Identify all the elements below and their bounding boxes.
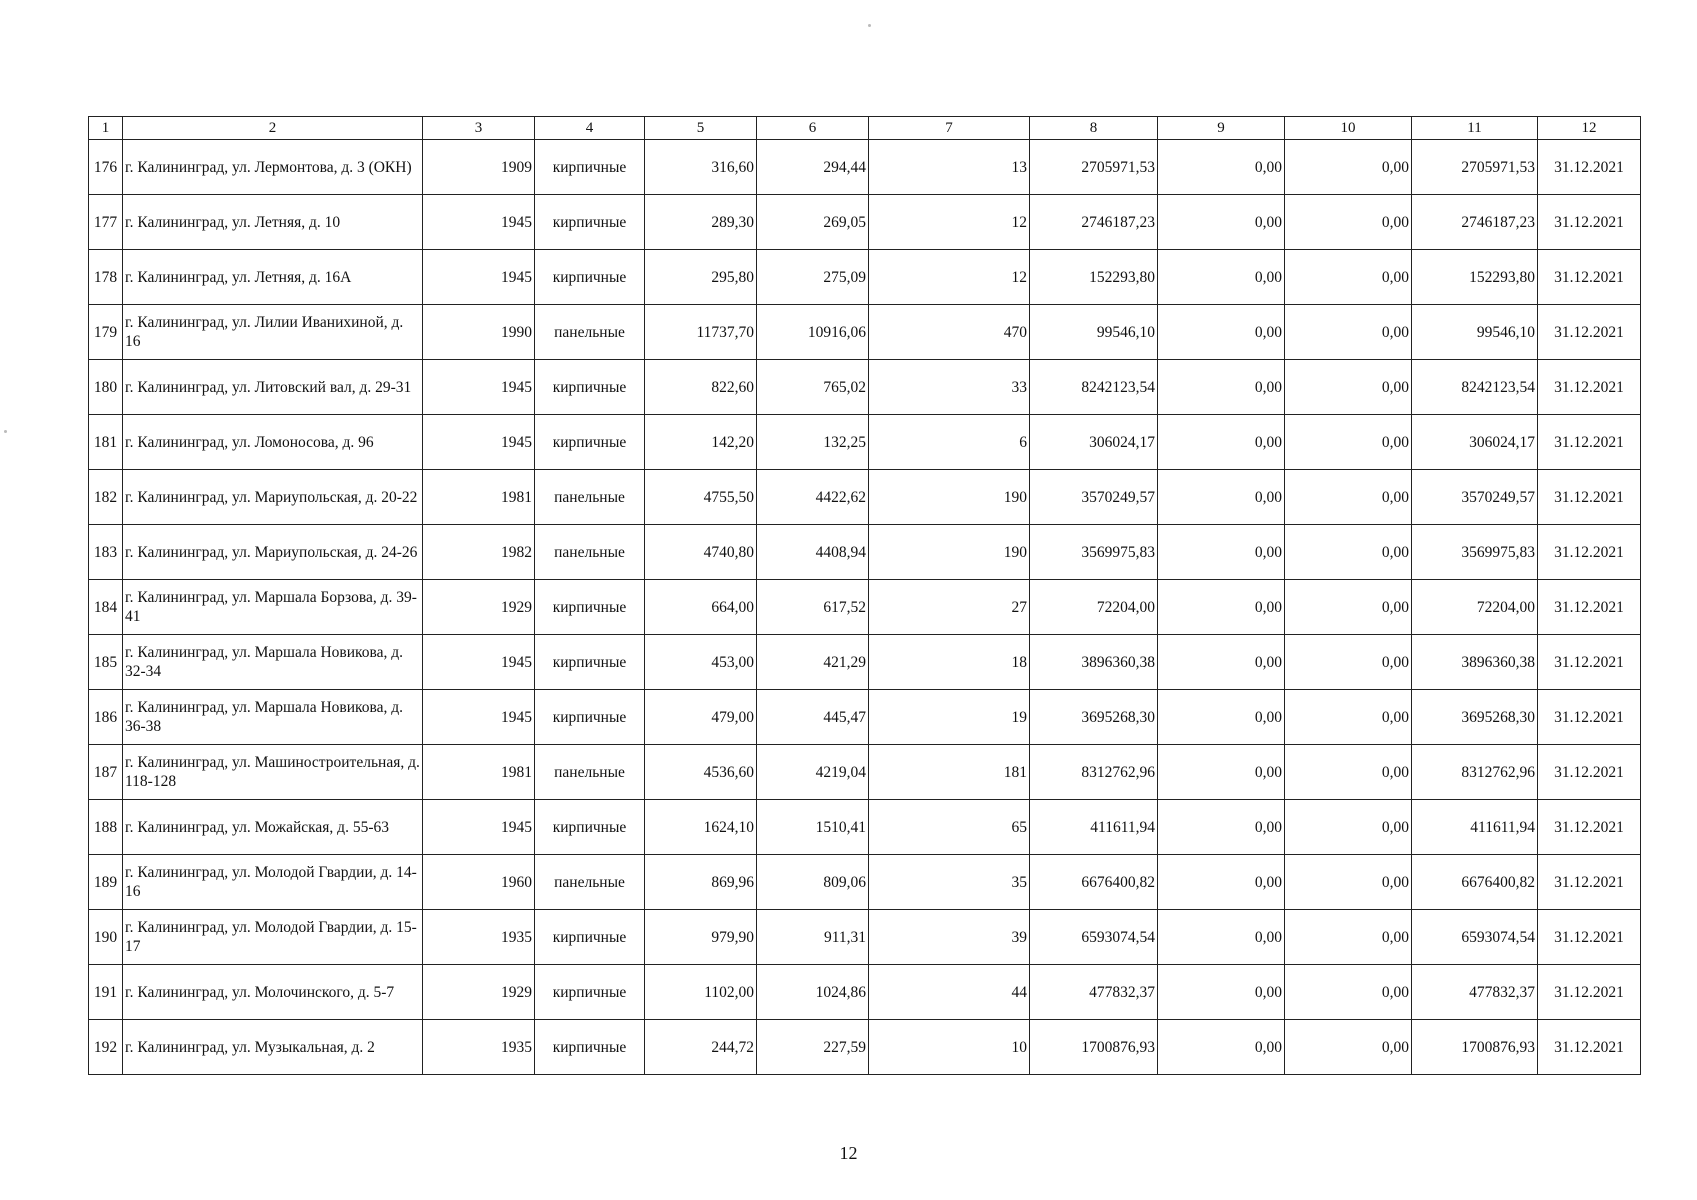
- row-number-cell: 185: [89, 635, 123, 690]
- address-cell: г. Калининград, ул. Летняя, д. 16А: [123, 250, 423, 305]
- column-10-cell: 0,00: [1285, 415, 1412, 470]
- column-number-header: 3: [423, 117, 535, 140]
- cost-cell: 3896360,38: [1030, 635, 1158, 690]
- total-cost-cell: 477832,37: [1412, 965, 1538, 1020]
- total-cost-cell: 3569975,83: [1412, 525, 1538, 580]
- row-number-cell: 191: [89, 965, 123, 1020]
- table-row: [89, 800, 1641, 855]
- table-row: [89, 140, 1641, 195]
- column-10-cell: 0,00: [1285, 1020, 1412, 1075]
- deadline-date-cell: 31.12.2021: [1538, 1020, 1641, 1075]
- wall-material-cell: кирпичные: [535, 690, 645, 745]
- column-9-cell: 0,00: [1158, 635, 1285, 690]
- column-9-cell: 0,00: [1158, 745, 1285, 800]
- year-built-cell: 1981: [423, 745, 535, 800]
- residents-count-cell: 190: [869, 470, 1030, 525]
- row-number-cell: 186: [89, 690, 123, 745]
- table-row: [89, 635, 1641, 690]
- deadline-date-cell: 31.12.2021: [1538, 195, 1641, 250]
- column-10-cell: 0,00: [1285, 910, 1412, 965]
- year-built-cell: 1981: [423, 470, 535, 525]
- row-number-cell: 188: [89, 800, 123, 855]
- wall-material-cell: панельные: [535, 470, 645, 525]
- living-area-cell: 227,59: [757, 1020, 869, 1075]
- total-area-cell: 4740,80: [645, 525, 757, 580]
- total-cost-cell: 306024,17: [1412, 415, 1538, 470]
- total-area-cell: 295,80: [645, 250, 757, 305]
- column-10-cell: 0,00: [1285, 525, 1412, 580]
- row-number-cell: 187: [89, 745, 123, 800]
- year-built-cell: 1935: [423, 1020, 535, 1075]
- cost-cell: 6593074,54: [1030, 910, 1158, 965]
- cost-cell: 2746187,23: [1030, 195, 1158, 250]
- total-cost-cell: 6676400,82: [1412, 855, 1538, 910]
- cost-cell: 411611,94: [1030, 800, 1158, 855]
- deadline-date-cell: 31.12.2021: [1538, 470, 1641, 525]
- total-cost-cell: 1700876,93: [1412, 1020, 1538, 1075]
- residents-count-cell: 39: [869, 910, 1030, 965]
- living-area-cell: 269,05: [757, 195, 869, 250]
- address-cell: г. Калининград, ул. Летняя, д. 10: [123, 195, 423, 250]
- year-built-cell: 1945: [423, 415, 535, 470]
- column-10-cell: 0,00: [1285, 195, 1412, 250]
- table-row: [89, 525, 1641, 580]
- row-number-cell: 177: [89, 195, 123, 250]
- total-cost-cell: 152293,80: [1412, 250, 1538, 305]
- wall-material-cell: кирпичные: [535, 800, 645, 855]
- cost-cell: 8312762,96: [1030, 745, 1158, 800]
- column-9-cell: 0,00: [1158, 415, 1285, 470]
- deadline-date-cell: 31.12.2021: [1538, 965, 1641, 1020]
- deadline-date-cell: 31.12.2021: [1538, 415, 1641, 470]
- deadline-date-cell: 31.12.2021: [1538, 525, 1641, 580]
- address-cell: г. Калининград, ул. Молодой Гвардии, д. 15-17: [123, 910, 423, 965]
- cost-cell: 99546,10: [1030, 305, 1158, 360]
- total-area-cell: 869,96: [645, 855, 757, 910]
- column-10-cell: 0,00: [1285, 855, 1412, 910]
- deadline-date-cell: 31.12.2021: [1538, 250, 1641, 305]
- address-cell: г. Калининград, ул. Можайская, д. 55-63: [123, 800, 423, 855]
- wall-material-cell: панельные: [535, 745, 645, 800]
- total-cost-cell: 72204,00: [1412, 580, 1538, 635]
- column-number-header: 8: [1030, 117, 1158, 140]
- address-cell: г. Калининград, ул. Маршала Борзова, д. 39-41: [123, 580, 423, 635]
- deadline-date-cell: 31.12.2021: [1538, 855, 1641, 910]
- living-area-cell: 294,44: [757, 140, 869, 195]
- living-area-cell: 445,47: [757, 690, 869, 745]
- address-cell: г. Калининград, ул. Ломоносова, д. 96: [123, 415, 423, 470]
- year-built-cell: 1982: [423, 525, 535, 580]
- address-cell: г. Калининград, ул. Маршала Новикова, д. 32-34: [123, 635, 423, 690]
- wall-material-cell: кирпичные: [535, 250, 645, 305]
- address-cell: г. Калининград, ул. Молодой Гвардии, д. 14-16: [123, 855, 423, 910]
- total-cost-cell: 8242123,54: [1412, 360, 1538, 415]
- deadline-date-cell: 31.12.2021: [1538, 910, 1641, 965]
- address-cell: г. Калининград, ул. Мариупольская, д. 20-22: [123, 470, 423, 525]
- living-area-cell: 275,09: [757, 250, 869, 305]
- wall-material-cell: кирпичные: [535, 140, 645, 195]
- living-area-cell: 132,25: [757, 415, 869, 470]
- total-area-cell: 664,00: [645, 580, 757, 635]
- deadline-date-cell: 31.12.2021: [1538, 690, 1641, 745]
- table-row: [89, 305, 1641, 360]
- year-built-cell: 1945: [423, 250, 535, 305]
- table-row: [89, 855, 1641, 910]
- address-cell: г. Калининград, ул. Лилии Иванихиной, д. 16: [123, 305, 423, 360]
- living-area-cell: 1510,41: [757, 800, 869, 855]
- column-9-cell: 0,00: [1158, 690, 1285, 745]
- column-number-header: 5: [645, 117, 757, 140]
- total-cost-cell: 8312762,96: [1412, 745, 1538, 800]
- column-9-cell: 0,00: [1158, 195, 1285, 250]
- total-area-cell: 479,00: [645, 690, 757, 745]
- living-area-cell: 10916,06: [757, 305, 869, 360]
- year-built-cell: 1929: [423, 580, 535, 635]
- wall-material-cell: кирпичные: [535, 360, 645, 415]
- total-area-cell: 1624,10: [645, 800, 757, 855]
- wall-material-cell: кирпичные: [535, 965, 645, 1020]
- cost-cell: 2705971,53: [1030, 140, 1158, 195]
- column-number-header: 1: [89, 117, 123, 140]
- column-number-header: 10: [1285, 117, 1412, 140]
- row-number-cell: 183: [89, 525, 123, 580]
- total-cost-cell: 3695268,30: [1412, 690, 1538, 745]
- address-cell: г. Калининград, ул. Литовский вал, д. 29-31: [123, 360, 423, 415]
- column-10-cell: 0,00: [1285, 580, 1412, 635]
- column-number-header: 6: [757, 117, 869, 140]
- table-row: [89, 360, 1641, 415]
- deadline-date-cell: 31.12.2021: [1538, 305, 1641, 360]
- year-built-cell: 1945: [423, 360, 535, 415]
- living-area-cell: 617,52: [757, 580, 869, 635]
- residents-count-cell: 33: [869, 360, 1030, 415]
- year-built-cell: 1945: [423, 690, 535, 745]
- cost-cell: 477832,37: [1030, 965, 1158, 1020]
- row-number-cell: 192: [89, 1020, 123, 1075]
- table-row: [89, 965, 1641, 1020]
- column-number-header: 4: [535, 117, 645, 140]
- living-area-cell: 765,02: [757, 360, 869, 415]
- row-number-cell: 179: [89, 305, 123, 360]
- residents-count-cell: 12: [869, 195, 1030, 250]
- column-10-cell: 0,00: [1285, 360, 1412, 415]
- row-number-cell: 182: [89, 470, 123, 525]
- residents-count-cell: 190: [869, 525, 1030, 580]
- address-cell: г. Калининград, ул. Маршала Новикова, д. 36-38: [123, 690, 423, 745]
- cost-cell: 72204,00: [1030, 580, 1158, 635]
- deadline-date-cell: 31.12.2021: [1538, 360, 1641, 415]
- deadline-date-cell: 31.12.2021: [1538, 580, 1641, 635]
- total-area-cell: 11737,70: [645, 305, 757, 360]
- year-built-cell: 1935: [423, 910, 535, 965]
- table-row: [89, 195, 1641, 250]
- residents-count-cell: 27: [869, 580, 1030, 635]
- residents-count-cell: 35: [869, 855, 1030, 910]
- residents-count-cell: 10: [869, 1020, 1030, 1075]
- residents-count-cell: 18: [869, 635, 1030, 690]
- housing-registry-table: [88, 116, 1641, 1075]
- column-10-cell: 0,00: [1285, 140, 1412, 195]
- column-9-cell: 0,00: [1158, 525, 1285, 580]
- column-number-header: 9: [1158, 117, 1285, 140]
- residents-count-cell: 181: [869, 745, 1030, 800]
- year-built-cell: 1929: [423, 965, 535, 1020]
- row-number-cell: 176: [89, 140, 123, 195]
- deadline-date-cell: 31.12.2021: [1538, 635, 1641, 690]
- wall-material-cell: панельные: [535, 305, 645, 360]
- cost-cell: 6676400,82: [1030, 855, 1158, 910]
- column-number-header: 7: [869, 117, 1030, 140]
- column-10-cell: 0,00: [1285, 965, 1412, 1020]
- residents-count-cell: 19: [869, 690, 1030, 745]
- deadline-date-cell: 31.12.2021: [1538, 140, 1641, 195]
- total-area-cell: 289,30: [645, 195, 757, 250]
- living-area-cell: 4219,04: [757, 745, 869, 800]
- table-row: [89, 745, 1641, 800]
- year-built-cell: 1945: [423, 635, 535, 690]
- column-9-cell: 0,00: [1158, 250, 1285, 305]
- column-9-cell: 0,00: [1158, 1020, 1285, 1075]
- row-number-cell: 180: [89, 360, 123, 415]
- row-number-cell: 178: [89, 250, 123, 305]
- column-9-cell: 0,00: [1158, 360, 1285, 415]
- wall-material-cell: кирпичные: [535, 910, 645, 965]
- table-body: [89, 140, 1641, 1075]
- cost-cell: 3695268,30: [1030, 690, 1158, 745]
- total-area-cell: 979,90: [645, 910, 757, 965]
- cost-cell: 3569975,83: [1030, 525, 1158, 580]
- wall-material-cell: кирпичные: [535, 635, 645, 690]
- total-area-cell: 316,60: [645, 140, 757, 195]
- column-9-cell: 0,00: [1158, 910, 1285, 965]
- table-row: [89, 470, 1641, 525]
- address-cell: г. Калининград, ул. Мариупольская, д. 24-26: [123, 525, 423, 580]
- scan-speck: [868, 24, 871, 27]
- total-cost-cell: 99546,10: [1412, 305, 1538, 360]
- wall-material-cell: кирпичные: [535, 195, 645, 250]
- total-area-cell: 453,00: [645, 635, 757, 690]
- living-area-cell: 4422,62: [757, 470, 869, 525]
- wall-material-cell: панельные: [535, 855, 645, 910]
- column-10-cell: 0,00: [1285, 470, 1412, 525]
- year-built-cell: 1945: [423, 800, 535, 855]
- year-built-cell: 1945: [423, 195, 535, 250]
- column-number-header: 11: [1412, 117, 1538, 140]
- cost-cell: 3570249,57: [1030, 470, 1158, 525]
- table-row: [89, 1020, 1641, 1075]
- cost-cell: 306024,17: [1030, 415, 1158, 470]
- total-area-cell: 4755,50: [645, 470, 757, 525]
- residents-count-cell: 13: [869, 140, 1030, 195]
- table-row: [89, 415, 1641, 470]
- residents-count-cell: 6: [869, 415, 1030, 470]
- scan-speck: [4, 430, 7, 433]
- year-built-cell: 1990: [423, 305, 535, 360]
- table-row: [89, 250, 1641, 305]
- residents-count-cell: 65: [869, 800, 1030, 855]
- address-cell: г. Калининград, ул. Молочинского, д. 5-7: [123, 965, 423, 1020]
- total-cost-cell: 2746187,23: [1412, 195, 1538, 250]
- address-cell: г. Калининград, ул. Лермонтова, д. 3 (ОКН): [123, 140, 423, 195]
- row-number-cell: 190: [89, 910, 123, 965]
- living-area-cell: 4408,94: [757, 525, 869, 580]
- year-built-cell: 1960: [423, 855, 535, 910]
- residents-count-cell: 12: [869, 250, 1030, 305]
- column-9-cell: 0,00: [1158, 470, 1285, 525]
- column-9-cell: 0,00: [1158, 800, 1285, 855]
- column-number-header-row: [89, 117, 1641, 140]
- total-area-cell: 822,60: [645, 360, 757, 415]
- total-cost-cell: 6593074,54: [1412, 910, 1538, 965]
- wall-material-cell: кирпичные: [535, 415, 645, 470]
- wall-material-cell: кирпичные: [535, 580, 645, 635]
- total-cost-cell: 2705971,53: [1412, 140, 1538, 195]
- total-area-cell: 1102,00: [645, 965, 757, 1020]
- table-row: [89, 690, 1641, 745]
- total-area-cell: 142,20: [645, 415, 757, 470]
- year-built-cell: 1909: [423, 140, 535, 195]
- residents-count-cell: 470: [869, 305, 1030, 360]
- deadline-date-cell: 31.12.2021: [1538, 800, 1641, 855]
- column-9-cell: 0,00: [1158, 140, 1285, 195]
- total-area-cell: 4536,60: [645, 745, 757, 800]
- cost-cell: 1700876,93: [1030, 1020, 1158, 1075]
- total-area-cell: 244,72: [645, 1020, 757, 1075]
- column-10-cell: 0,00: [1285, 635, 1412, 690]
- row-number-cell: 189: [89, 855, 123, 910]
- address-cell: г. Калининград, ул. Музыкальная, д. 2: [123, 1020, 423, 1075]
- address-cell: г. Калининград, ул. Машиностроительная, д. 118-128: [123, 745, 423, 800]
- table-row: [89, 580, 1641, 635]
- residents-count-cell: 44: [869, 965, 1030, 1020]
- column-9-cell: 0,00: [1158, 305, 1285, 360]
- living-area-cell: 421,29: [757, 635, 869, 690]
- cost-cell: 152293,80: [1030, 250, 1158, 305]
- total-cost-cell: 3896360,38: [1412, 635, 1538, 690]
- living-area-cell: 911,31: [757, 910, 869, 965]
- column-9-cell: 0,00: [1158, 580, 1285, 635]
- total-cost-cell: 3570249,57: [1412, 470, 1538, 525]
- row-number-cell: 181: [89, 415, 123, 470]
- column-10-cell: 0,00: [1285, 305, 1412, 360]
- wall-material-cell: кирпичные: [535, 1020, 645, 1075]
- column-number-header: 12: [1538, 117, 1641, 140]
- row-number-cell: 184: [89, 580, 123, 635]
- living-area-cell: 1024,86: [757, 965, 869, 1020]
- column-10-cell: 0,00: [1285, 250, 1412, 305]
- column-10-cell: 0,00: [1285, 690, 1412, 745]
- deadline-date-cell: 31.12.2021: [1538, 745, 1641, 800]
- living-area-cell: 809,06: [757, 855, 869, 910]
- page-number: 12: [839, 1143, 858, 1163]
- cost-cell: 8242123,54: [1030, 360, 1158, 415]
- total-cost-cell: 411611,94: [1412, 800, 1538, 855]
- column-10-cell: 0,00: [1285, 800, 1412, 855]
- column-10-cell: 0,00: [1285, 745, 1412, 800]
- column-9-cell: 0,00: [1158, 965, 1285, 1020]
- column-number-header: 2: [123, 117, 423, 140]
- table-row: [89, 910, 1641, 965]
- column-9-cell: 0,00: [1158, 855, 1285, 910]
- wall-material-cell: панельные: [535, 525, 645, 580]
